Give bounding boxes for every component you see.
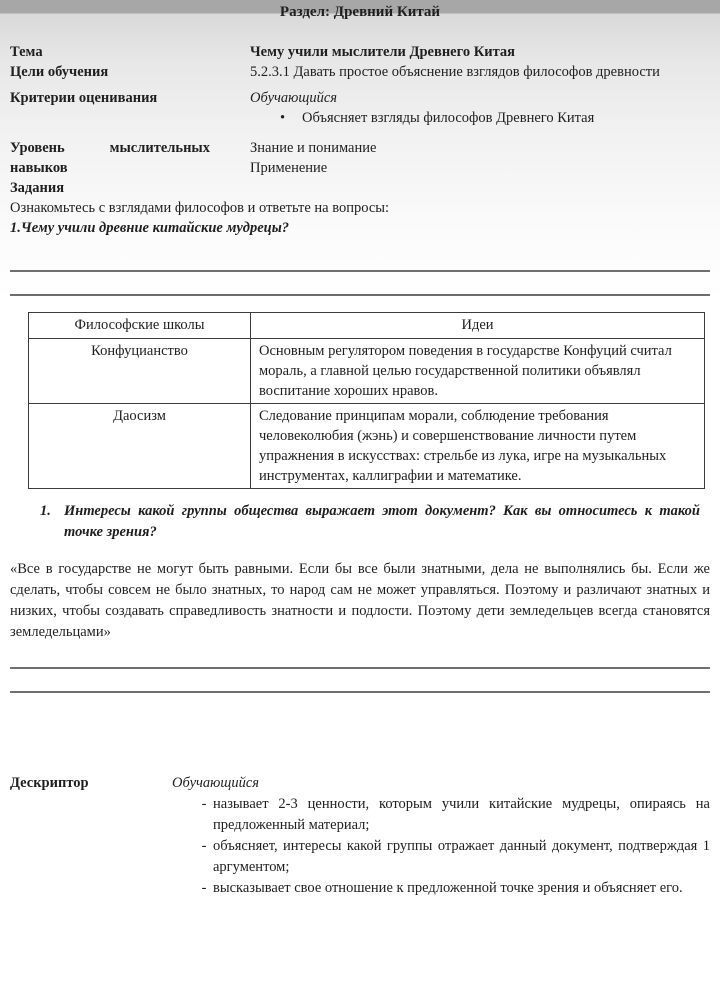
uroven-values	[250, 138, 710, 178]
table-row	[29, 339, 705, 404]
philosophy-table	[28, 312, 705, 489]
descriptor-item-text: высказывает свое отношение к предложенной точке зрения и объясняет его.	[213, 880, 683, 896]
question2	[40, 501, 700, 543]
idea-cell: Основным регулятором поведения в государстве Конфуций считал мораль, а главной целью государственной политики объявлял воспитание хороших нравов.	[251, 339, 705, 404]
kriterii-label: Критерии оценивания	[10, 90, 158, 106]
descriptor-section	[10, 773, 710, 899]
descriptor-student: Обучающийся	[172, 775, 260, 791]
answer-line	[10, 653, 710, 669]
row-kriterii	[10, 88, 710, 128]
question1: 1.Чему учили древние китайские мудрецы?	[10, 220, 290, 236]
table-row	[29, 404, 705, 489]
bullet-icon: •	[280, 110, 286, 126]
kriterii-student: Обучающийся	[250, 90, 338, 106]
descriptor-content	[172, 773, 710, 899]
answer-lines-2	[10, 653, 710, 693]
celi-value: 5.2.3.1 Давать простое объяснение взглядов философов древности	[250, 64, 660, 80]
school-cell: Конфуцианство	[29, 339, 251, 404]
descriptor-item	[172, 836, 710, 878]
descriptor-item	[172, 878, 710, 899]
descriptor-item-text: объясняет, интересы какой группы отражает данный документ, подтверждая 1 аргументом;	[213, 838, 710, 875]
answer-line	[10, 272, 710, 296]
uroven-label: Уровень мыслительных навыков	[10, 140, 210, 176]
answer-line	[10, 669, 710, 693]
section-title: Раздел: Древний Китай	[279, 4, 441, 20]
tema-label: Тема	[10, 44, 43, 60]
question2-number: 1.	[40, 503, 51, 519]
descriptor-label: Дескриптор	[10, 775, 89, 791]
uroven-value-2: Применение	[250, 160, 328, 176]
descriptor-item	[172, 794, 710, 836]
descriptor-item-text: называет 2-3 ценности, которым учили китайские мудрецы, опираясь на предложенный материал;	[213, 796, 710, 833]
dash-icon: -	[201, 796, 207, 812]
kriterii-bullet-row	[280, 108, 710, 128]
school-cell: Даосизм	[29, 404, 251, 489]
quote-paragraph: «Все в государстве не могут быть равными. Если бы все были знатными, дела не выполнялись бы. Если же сделать, чтобы совсем не было знатных, то народ сам не может управляться. Поэтому и различают знатных и низких, чтобы создавать справедливость знатности и подлости. Поэтому дети земледельцев всегда становятся земледельцами»	[10, 561, 710, 640]
dash-icon: -	[201, 838, 207, 854]
document-content	[0, 42, 720, 899]
row-tema	[10, 42, 710, 62]
uroven-value-1: Знание и понимание	[250, 140, 377, 156]
dash-icon: -	[201, 880, 207, 896]
table-header-schools: Философские школы	[29, 313, 251, 339]
kriterii-bullet-text: Объясняет взгляды философов Древнего Китая	[302, 110, 595, 126]
table-header-ideas: Идеи	[251, 313, 705, 339]
celi-label: Цели обучения	[10, 64, 109, 80]
zadaniya-label: Задания	[10, 180, 65, 196]
idea-cell: Следование принципам морали, соблюдение требования человеколюбия (жэнь) и совершенствование личности путем упражнения в искусствах: стрельбе из лука, игре на музыкальных инструментах, каллиграфии и математике.	[251, 404, 705, 489]
table-header-row	[29, 313, 705, 339]
question2-text: Интересы какой группы общества выражает этот документ? Как вы относитесь к такой точке зрения?	[64, 503, 700, 540]
row-uroven	[10, 138, 710, 178]
answer-lines-1	[10, 250, 710, 296]
tema-value: Чему учили мыслители Древнего Китая	[250, 44, 515, 60]
kriterii-value	[250, 88, 710, 128]
answer-line	[10, 250, 710, 272]
tasks-intro: Ознакомьтесь с взглядами философов и ответьте на вопросы:	[10, 200, 390, 216]
row-celi	[10, 62, 710, 82]
